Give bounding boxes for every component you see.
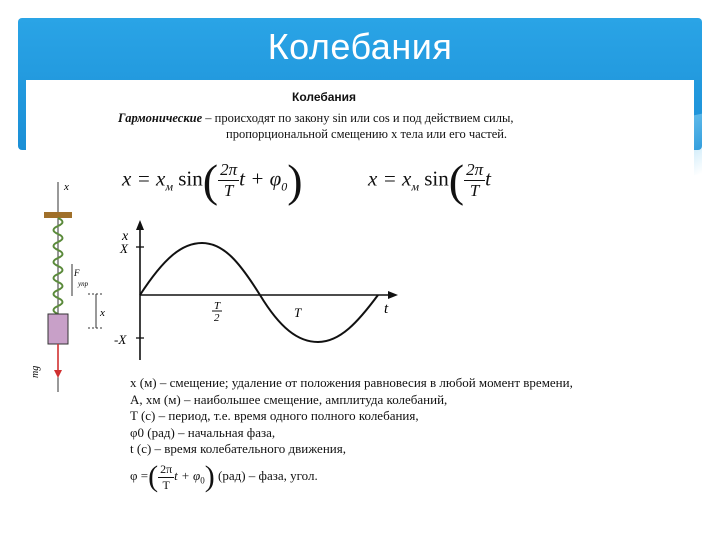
phase-formula: φ =( $\frac{2\pi}{T}$ $t + \varphi_0$) (рад) – фаза, угол.	[130, 460, 318, 493]
definition-term: Гармонические	[118, 111, 203, 125]
graph-x-tick-full: T	[294, 305, 302, 320]
phase-lhs: φ =	[130, 467, 149, 483]
graph-x-arrow	[388, 291, 398, 299]
formula-2-denominator: T	[469, 181, 480, 200]
figure-axis-label: x	[64, 181, 69, 193]
definition-time: t (с) – время колебательного движения,	[130, 441, 346, 456]
formula-2-lhs: x = x	[368, 166, 412, 191]
graph-x-tick-half-den: 2	[214, 312, 220, 324]
formula-2-sub: м	[411, 179, 419, 194]
formula-1-phase-sub: 0	[281, 179, 288, 194]
definition-amplitude: A, xм (м) – наибольшее смещение, амплитуда колебаний,	[130, 391, 448, 407]
phase-description: (рад) – фаза, угол.	[217, 467, 318, 483]
definition-period: T (с) – период, т.е. время одного полного колебания,	[130, 408, 419, 423]
formula-1-numerator: 2π	[220, 160, 238, 179]
formula-1-sin: sin	[172, 166, 203, 191]
formula-2-tail: t	[485, 166, 491, 191]
slide-title: Колебания	[267, 26, 453, 67]
phase-denominator: T	[162, 477, 170, 492]
mass-block	[48, 314, 68, 344]
graph-x-tick-half-num: T	[214, 300, 221, 312]
formula-1-tail: t + φ	[239, 166, 282, 191]
variable-definitions	[130, 375, 690, 458]
displacement-label: x	[100, 307, 105, 319]
graph-y-tick-neg: -X	[114, 332, 127, 347]
formula-2-numerator: 2π	[466, 160, 484, 179]
graph-y-label: x	[122, 229, 129, 244]
definition-initial-phase: φ0 (рад) – начальная фаза,	[130, 424, 276, 440]
graph-y-tick-pos: X	[120, 241, 128, 256]
formula-1-denominator: T	[223, 181, 234, 200]
sine-graph	[112, 218, 402, 364]
graph-x-label: t	[384, 301, 389, 317]
formula-1-sub: м	[165, 179, 173, 194]
sheet-title: Колебания	[292, 90, 357, 104]
phase-tail: t + φ	[174, 467, 201, 483]
definition-x: x (м) – смещение; удаление от положения равновесия в любой момент времени,	[130, 375, 573, 390]
spring-mass-figure	[30, 178, 110, 400]
definition-line-1: – происходят по закону sin или cos и под действием силы,	[202, 111, 514, 125]
formula-with-phase: $x = x_м$ sin( $\frac{2\pi}{T}$ $t + \varphi_0$)	[122, 155, 303, 206]
gravity-label: mg	[30, 365, 41, 378]
gravity-arrowhead	[54, 370, 62, 378]
definition-line-2: пропорциональной смещению x тела или его частей.	[226, 127, 508, 141]
harmonic-definition	[118, 110, 658, 142]
elastic-force-sub: упр	[78, 280, 89, 288]
formula-without-phase: $x = x_м$ sin( $\frac{2\pi}{T}$ t	[368, 155, 491, 206]
formula-1-lhs: x = x	[122, 166, 166, 191]
sine-curve	[140, 243, 378, 342]
formula-2-sin: sin	[418, 166, 449, 191]
graph-y-arrow	[136, 220, 144, 230]
support-beam	[44, 212, 72, 218]
phase-numerator: 2π	[160, 461, 173, 476]
phase-tail-sub: 0	[200, 475, 205, 486]
elastic-force-label: F	[74, 268, 80, 278]
